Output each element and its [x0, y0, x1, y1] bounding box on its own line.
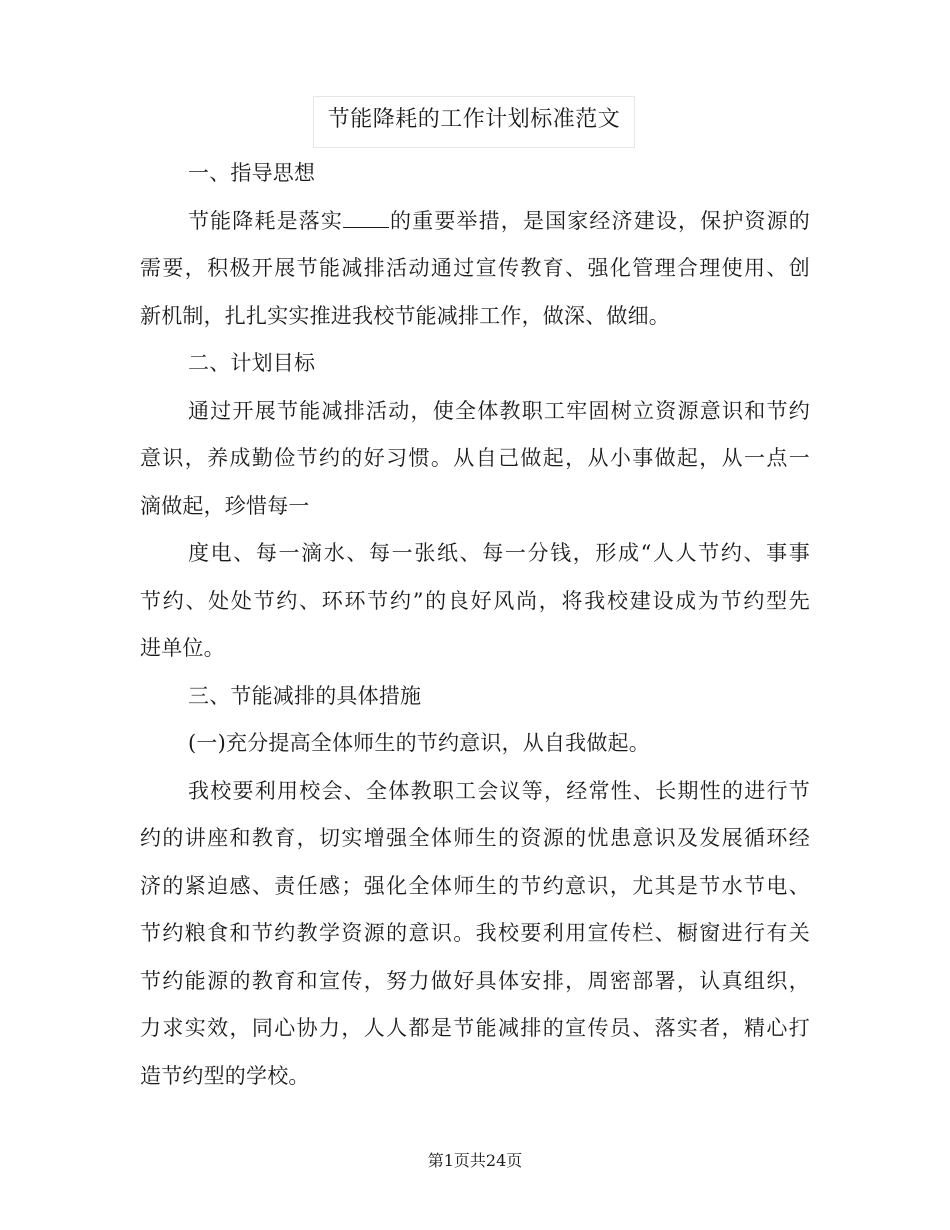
- text-line: 约的讲座和教育，切实增强全体师生的资源的忧患意识及发展循环经: [140, 826, 810, 850]
- fill-in-blank: [343, 199, 389, 228]
- text-segment: 的重要举措，是国家经济建设，保护资源的: [389, 208, 810, 233]
- text-line: 济的紧迫感、责任感；强化全体师生的节约意识，尤其是节水节电、: [140, 873, 810, 898]
- text-line: 二、计划目标: [188, 351, 316, 375]
- document-body: [140, 150, 810, 1100]
- text-line: 造节约型的学校。: [140, 1063, 310, 1088]
- text-line: 需要，积极开展节能减排活动通过宣传教育、强化管理合理使用、创: [140, 256, 810, 280]
- text-line: 力求实效，同心协力，人人都是节能减排的宣传员、落实者，精心打: [140, 1016, 810, 1040]
- text-segment: 节能降耗是落实: [188, 208, 344, 233]
- text-line: 节约粮食和节约教学资源的意识。我校要利用宣传栏、橱窗进行有关: [140, 921, 810, 945]
- text-line: 度电、每一滴水、每一张纸、每一分钱，形成“人人节约、事事: [188, 541, 810, 565]
- text-line: 节约、处处节约、环环节约”的良好风尚，将我校建设成为节约型先: [140, 588, 810, 613]
- text-line: 通过开展节能减排活动，使全体教职工牢固树立资源意识和节约: [188, 398, 810, 423]
- text-line: 新机制，扎扎实实推进我校节能减排工作，做深、做细。: [140, 303, 670, 328]
- text-line: 节约能源的教育和宣传，努力做好具体安排，周密部署，认真组织，: [140, 968, 810, 993]
- page-number: 第1页共24页: [427, 1151, 523, 1170]
- document-title: 节能降耗的工作计划标准范文: [327, 107, 621, 132]
- text-line: 三、节能减排的具体措施: [188, 683, 422, 708]
- text-line: 意识，养成勤俭节约的好习惯。从自己做起，从小事做起，从一点一: [140, 446, 810, 470]
- text-line: 进单位。: [140, 636, 225, 660]
- text-line: 滴做起，珍惜每一: [140, 493, 310, 518]
- text-line: (一)充分提高全体师生的节约意识，从自我做起。: [188, 731, 650, 755]
- text-line: [140, 198, 810, 246]
- text-line: 一、指导思想: [188, 161, 316, 185]
- text-line: 我校要利用校会、全体教职工会议等，经常性、长期性的进行节: [188, 778, 810, 803]
